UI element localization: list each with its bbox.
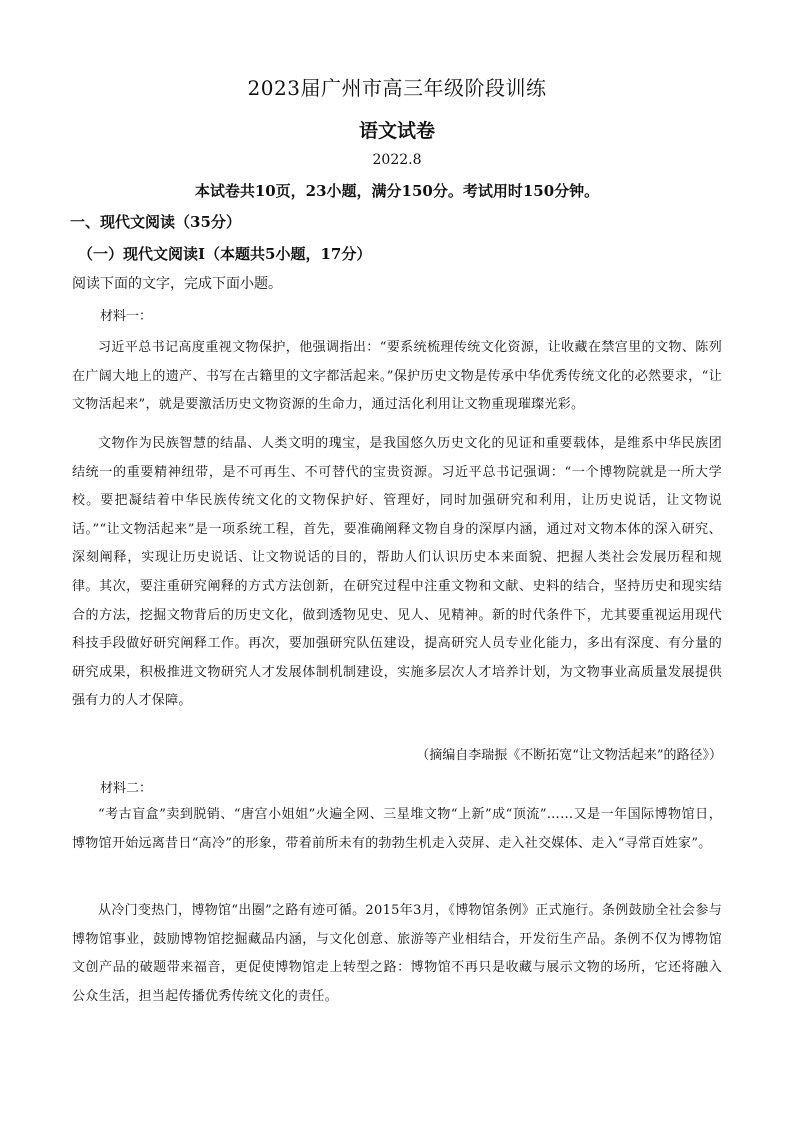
reading-instruction: 阅读下面的文字，完成下面小题。 — [72, 276, 282, 292]
material2-label: 材料二： — [100, 781, 153, 796]
material1-source: （摘编自李瑞振《不断拓宽“让文物活起来”的路径》） — [416, 748, 722, 763]
material2-paragraph-2: 从冷门变热门，博物馆“出圈”之路有迹可循。2015年3月，《博物馆条例》正式施行。条例鼓励全社会参与博物馆事业，鼓励博物馆挖掘藏品内涵，与文化创意、旅游等产业相结合，开发衍生产品。条例不仅为博物馆文创产品的破题带来福音，更促使博物馆走上转型之路：博物馆不再只是收藏与展示文物的场所，它还将融入公众生活，担当起传播优秀传统文化的责任。 — [72, 903, 722, 1004]
exam-date: 2022.8 — [372, 152, 422, 168]
material2-paragraph-1: “考古盲盒”卖到脱销、“唐宫小姐姐”火遍全网、三星堆文物“上新”成“顶流”……又是一年国际博物馆日，博物馆开始远离昔日“高冷”的形象，带着前所未有的勃勃生机走入荧屏、走入社交媒体、走入“寻常百姓家”。 — [72, 807, 722, 851]
material1-paragraph-2: 文物作为民族智慧的结晶、人类文明的瑰宝，是我国悠久历史文化的见证和重要载体，是维系中华民族团结统一的重要精神纽带，是不可再生、不可替代的宝贵资源。习近平总书记强调：“一个博物院就是一所大学校。要把凝结着中华民族传统文化的文物保护好、管理好，同时加强研究和利用，让历史说话，让文物说话。”“让文物活起来”是一项系统工程，首先，要准确阐释文物自身的深厚内涵，通过对文物本体的深入研究、深刻阐释，实现让历史说话、让文物说话的目的，帮助人们认识历史本来面貌、把握人类社会发展历程和规律。其次，要注重研究阐释的方式方法创新，在研究过程中注重文物和文献、史料的结合，坚持历史和现实结合的方法，挖掘文物背后的历史文化，做到透物见史、见人、见精神。新的时代条件下，尤其要重视运用现代科技手段做好研究阐释工作。再次，要加强研究队伍建设，提高研究人员专业化能力，多出有深度、有分量的研究成果，积极推进文物研究人才发展体制机制建设，实施多层次人才培养计划，为文物事业高质量发展提供强有力的人才保障。 — [72, 436, 722, 709]
section-heading: 一、现代文阅读（35分） — [70, 213, 241, 231]
exam-notice: 本试卷共10页，23小题，满分150分。考试用时150分钟。 — [194, 182, 600, 200]
section-subheading: （一）现代文阅读Ⅰ（本题共5小题，17分） — [78, 245, 372, 263]
material1-label: 材料一： — [100, 309, 153, 324]
material1-paragraph-1: 习近平总书记高度重视文物保护，他强调指出：“要系统梳理传统文化资源，让收藏在禁宫里的文物、陈列在广阔大地上的遗产、书写在古籍里的文字都活起来。”保护历史文物是传承中华优秀传统文化的必然要求，“让文物活起来”，就是要激活历史文物资源的生命力，通过活化利用让文物重现璀璨光彩。 — [72, 340, 722, 413]
exam-subtitle: 语文试卷 — [358, 120, 435, 142]
exam-title: 2023届广州市高三年级阶段训练 — [247, 76, 547, 100]
